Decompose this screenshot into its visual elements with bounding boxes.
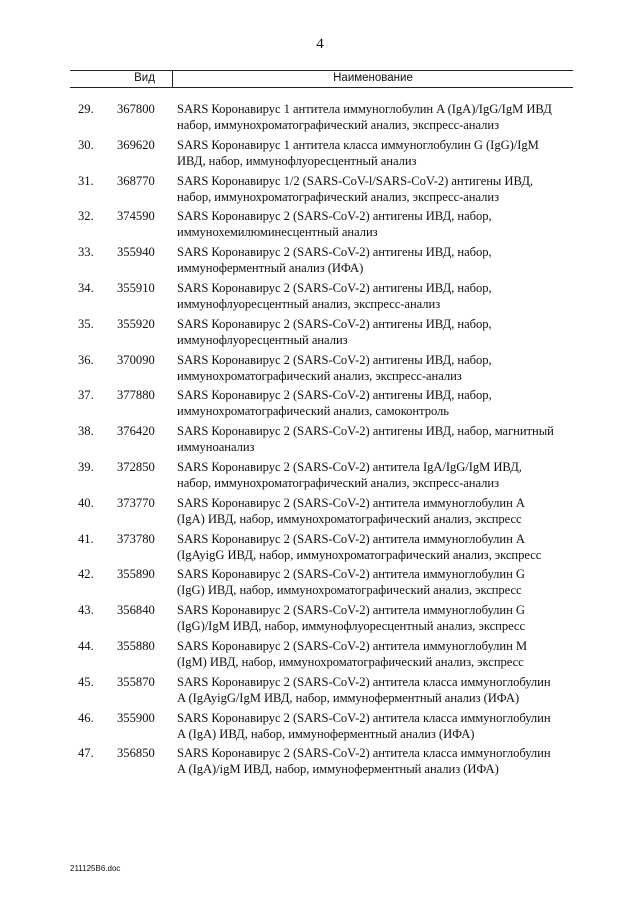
row-number: 38.	[78, 424, 94, 439]
row-code: 372850	[117, 459, 155, 474]
table-row	[0, 563, 640, 599]
row-code: 373770	[117, 495, 155, 510]
table-body	[0, 98, 640, 778]
row-number: 29.	[78, 102, 94, 116]
row-code: 370090	[117, 352, 155, 367]
row-number: 39.	[78, 459, 94, 474]
row-code: 376420	[117, 424, 155, 439]
row-number: 45.	[78, 674, 94, 689]
column-header-name: Наименование	[333, 72, 413, 84]
row-name: SARS Коронавирус 2 (SARS-CoV-2) антитела иммуноглобулин G (IgG) ИВД, набор, иммунохроматографический анализ, экспресс	[177, 567, 525, 598]
table-row	[0, 98, 640, 134]
row-name: SARS Коронавирус 1 антитела иммуноглобулин A (IgA)/IgG/IgM ИВД набор, иммунохроматографический анализ, экспресс-анализ	[177, 102, 552, 132]
table-row	[0, 420, 640, 456]
table-row	[0, 635, 640, 671]
row-name: SARS Коронавирус 2 (SARS-CoV-2) антитела иммуноглобулин M (IgM) ИВД, набор, иммунохроматографический анализ, экспресс	[177, 638, 528, 669]
row-number: 32.	[78, 209, 94, 224]
row-name: SARS Коронавирус 2 (SARS-CoV-2) антитела класса иммуноглобулин A (IgA)/igM ИВД, набор, иммуноферментный анализ (ИФА)	[177, 746, 551, 777]
row-code: 355900	[117, 710, 155, 725]
row-name: SARS Коронавирус 2 (SARS-CoV-2) антигены ИВД, набор, иммунофлуоресцентный анализ, экспресс-анализ	[177, 280, 492, 311]
row-name: SARS Коронавирус 2 (SARS-CoV-2) антигены ИВД, набор, иммунохемилюминесцентный анализ	[177, 209, 492, 240]
row-number: 40.	[78, 495, 94, 510]
row-code: 356850	[117, 746, 155, 761]
row-number: 35.	[78, 316, 94, 331]
row-number: 44.	[78, 638, 94, 653]
table-row	[0, 205, 640, 241]
table-row	[0, 742, 640, 778]
table-row	[0, 528, 640, 564]
page-number: 4	[316, 36, 324, 52]
row-name: SARS Коронавирус 2 (SARS-CoV-2) антигены ИВД, набор, иммунохроматографический анализ, экспресс-анализ	[177, 352, 492, 383]
row-code: 355890	[117, 567, 155, 582]
row-number: 31.	[78, 173, 94, 188]
table-row	[0, 170, 640, 206]
table-row	[0, 241, 640, 277]
row-code: 355920	[117, 316, 155, 331]
row-name: SARS Коронавирус 2 (SARS-CoV-2) антитела IgA/IgG/IgM ИВД, набор, иммунохроматографический анализ, экспресс-анализ	[177, 459, 522, 490]
row-number: 46.	[78, 710, 94, 725]
table-row	[0, 599, 640, 635]
table-header	[70, 70, 573, 88]
row-code: 355870	[117, 674, 155, 689]
row-name: SARS Коронавирус 2 (SARS-CoV-2) антитела класса иммуноглобулин A (IgA) ИВД, набор, иммуноферментный анализ (ИФА)	[177, 710, 551, 741]
row-name: SARS Коронавирус 2 (SARS-CoV-2) антигены ИВД, набор, иммуноферментный анализ (ИФА)	[177, 245, 492, 276]
table-row	[0, 384, 640, 420]
row-number: 41.	[78, 531, 94, 546]
row-number: 33.	[78, 245, 94, 260]
table-row	[0, 349, 640, 385]
footer-filename: 211125B6.doc	[70, 864, 121, 873]
row-number: 30.	[78, 137, 94, 152]
row-number: 37.	[78, 388, 94, 403]
row-name: SARS Коронавирус 2 (SARS-CoV-2) антигены ИВД, набор, магнитный иммуноанализ	[177, 424, 554, 455]
row-code: 374590	[117, 209, 155, 224]
row-name: SARS Коронавирус 2 (SARS-CoV-2) антитела иммуноглобулин A (IgAyigG ИВД, набор, иммунохроматографический анализ, экспресс	[177, 531, 542, 562]
row-code: 368770	[117, 173, 155, 188]
row-code: 355880	[117, 638, 155, 653]
table-row	[0, 671, 640, 707]
row-number: 42.	[78, 567, 94, 582]
row-code: 367800	[117, 102, 155, 116]
row-name: SARS Коронавирус 2 (SARS-CoV-2) антитела класса иммуноглобулин A (IgAyigG/IgM ИВД, набор, иммуноферментный анализ (ИФА)	[177, 674, 551, 705]
row-name: SARS Коронавирус 2 (SARS-CoV-2) антигены ИВД, набор, иммунофлуоресцентный анализ	[177, 316, 492, 347]
column-header-vid: Вид	[134, 72, 155, 84]
row-name: SARS Коронавирус 2 (SARS-CoV-2) антитела иммуноглобулин G (IgG)/IgM ИВД, набор, иммунофлуоресцентный анализ, экспресс	[177, 603, 526, 634]
table-row	[0, 313, 640, 349]
table-row	[0, 277, 640, 313]
row-code: 369620	[117, 137, 155, 152]
table-row	[0, 134, 640, 170]
row-name: SARS Коронавирус 1 антитела класса иммуноглобулин G (IgG)/IgM ИВД, набор, иммунофлуоресцентный анализ	[177, 137, 539, 168]
table-row	[0, 707, 640, 743]
row-code: 377880	[117, 388, 155, 403]
row-name: SARS Коронавирус 2 (SARS-CoV-2) антитела иммуноглобулин A (IgA) ИВД, набор, иммунохроматографический анализ, экспресс	[177, 495, 525, 526]
table-row	[0, 456, 640, 492]
row-number: 43.	[78, 603, 94, 618]
row-number: 47.	[78, 746, 94, 761]
row-number: 34.	[78, 280, 94, 295]
row-code: 356840	[117, 603, 155, 618]
table-row	[0, 492, 640, 528]
row-code: 373780	[117, 531, 155, 546]
row-number: 36.	[78, 352, 94, 367]
row-code: 355910	[117, 280, 155, 295]
row-name: SARS Коронавирус 1/2 (SARS-CoV-l/SARS-CoV-2) антигены ИВД, набор, иммунохроматографический анализ, экспресс-анализ	[177, 173, 533, 204]
row-code: 355940	[117, 245, 155, 260]
row-name: SARS Коронавирус 2 (SARS-CoV-2) антигены ИВД, набор, иммунохроматографический анализ, самоконтроль	[177, 388, 492, 419]
